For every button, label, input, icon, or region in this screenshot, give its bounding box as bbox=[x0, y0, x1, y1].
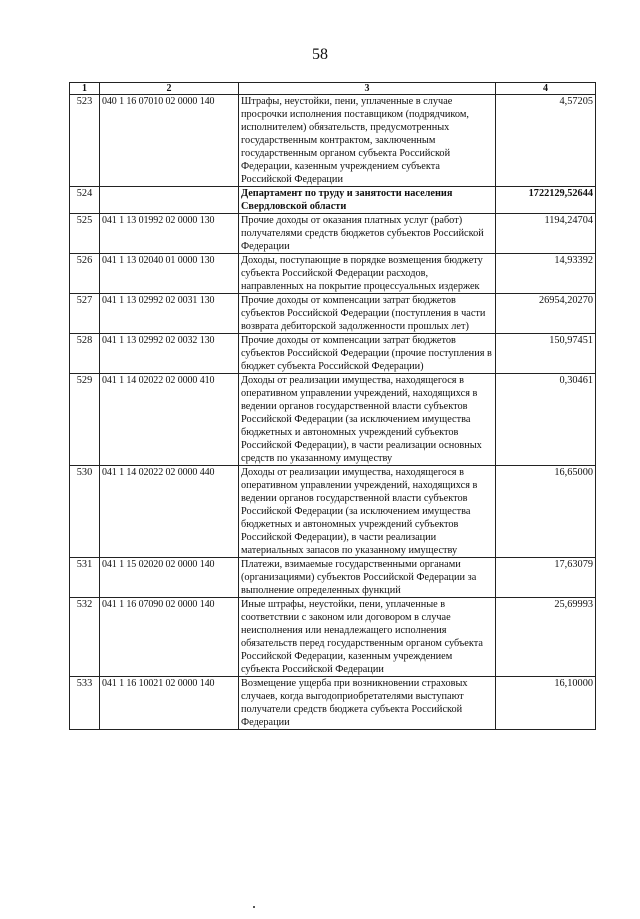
budget-code: 041 1 16 07090 02 0000 140 bbox=[100, 598, 239, 677]
row-number: 523 bbox=[70, 95, 100, 187]
budget-code bbox=[100, 187, 239, 214]
table-row bbox=[70, 558, 596, 598]
row-number: 530 bbox=[70, 466, 100, 558]
table-row bbox=[70, 294, 596, 334]
revenue-amount: 150,97451 bbox=[496, 334, 596, 374]
revenue-description: Доходы от реализации имущества, находящегося в оперативном управлении учреждений, находящихся в ведении органов государственной власти субъектов Российской Федерации (за исключением имущества бюджетных и автономных учреждений субъектов Российской Федерации), в части реализации материальных запасов по указанному имуществу bbox=[239, 466, 496, 558]
budget-code: 041 1 14 02022 02 0000 410 bbox=[100, 374, 239, 466]
row-number: 531 bbox=[70, 558, 100, 598]
revenue-description: Доходы, поступающие в порядке возмещения бюджету субъекта Российской Федерации расходов, направленных на покрытие процессуальных издержек bbox=[239, 254, 496, 294]
table-row bbox=[70, 598, 596, 677]
table-row bbox=[70, 95, 596, 187]
budget-code: 041 1 15 02020 02 0000 140 bbox=[100, 558, 239, 598]
table-header-row bbox=[70, 83, 596, 95]
table-row bbox=[70, 374, 596, 466]
revenue-description: Платежи, взимаемые государственными органами (организациями) субъектов Российской Федерации за выполнение определенных функций bbox=[239, 558, 496, 598]
column-header-code: 2 bbox=[100, 83, 239, 95]
row-number: 524 bbox=[70, 187, 100, 214]
revenue-description: Возмещение ущерба при возникновении страховых случаев, когда выгодоприобретателями выступают получатели средств бюджета субъекта Российской Федерации bbox=[239, 677, 496, 730]
department-total: 1722129,52644 bbox=[496, 187, 596, 214]
revenue-description: Прочие доходы от компенсации затрат бюджетов субъектов Российской Федерации (прочие поступления в бюджет субъекта Российской Федерации) bbox=[239, 334, 496, 374]
table-row bbox=[70, 254, 596, 294]
column-header-number: 1 bbox=[70, 83, 100, 95]
row-number: 526 bbox=[70, 254, 100, 294]
revenue-table bbox=[69, 82, 596, 730]
table-row bbox=[70, 677, 596, 730]
row-number: 533 bbox=[70, 677, 100, 730]
table-row bbox=[70, 334, 596, 374]
department-row bbox=[70, 187, 596, 214]
revenue-amount: 25,69993 bbox=[496, 598, 596, 677]
column-header-amount: 4 bbox=[496, 83, 596, 95]
page-number: 58 bbox=[312, 46, 328, 63]
row-number: 532 bbox=[70, 598, 100, 677]
revenue-amount: 1194,24704 bbox=[496, 214, 596, 254]
row-number: 527 bbox=[70, 294, 100, 334]
revenue-amount: 17,63079 bbox=[496, 558, 596, 598]
revenue-description: Прочие доходы от компенсации затрат бюджетов субъектов Российской Федерации (поступления в части возврата дебиторской задолженности прошлых лет) bbox=[239, 294, 496, 334]
revenue-description: Доходы от реализации имущества, находящегося в оперативном управлении учреждений, находящихся в ведении органов государственной власти субъектов Российской Федерации (за исключением имущества бюджетных и автономных учреждений субъектов Российской Федерации), в части реализации основных средств по указанному имуществу bbox=[239, 374, 496, 466]
revenue-amount: 16,65000 bbox=[496, 466, 596, 558]
revenue-description: Прочие доходы от оказания платных услуг (работ) получателями средств бюджетов субъектов Российской Федерации bbox=[239, 214, 496, 254]
revenue-description: Иные штрафы, неустойки, пени, уплаченные в соответствии с законом или договором в случае неисполнения или ненадлежащего исполнения обязательств перед государственным органом субъекта Российской Федерации, казенным учреждением субъекта Российской Федерации bbox=[239, 598, 496, 677]
table-row bbox=[70, 466, 596, 558]
revenue-description: Штрафы, неустойки, пени, уплаченные в случае просрочки исполнения поставщиком (подрядчиком, исполнителем) обязательств, предусмотренных государственным контрактом, заключенным государственным органом субъекта Российской Федерации, казенным учреждением субъекта Российской Федерации bbox=[239, 95, 496, 187]
revenue-amount: 14,93392 bbox=[496, 254, 596, 294]
row-number: 528 bbox=[70, 334, 100, 374]
revenue-amount: 26954,20270 bbox=[496, 294, 596, 334]
budget-code: 041 1 16 10021 02 0000 140 bbox=[100, 677, 239, 730]
column-header-description: 3 bbox=[239, 83, 496, 95]
revenue-amount: 16,10000 bbox=[496, 677, 596, 730]
budget-code: 041 1 13 02992 02 0031 130 bbox=[100, 294, 239, 334]
revenue-amount: 0,30461 bbox=[496, 374, 596, 466]
budget-code: 041 1 14 02022 02 0000 440 bbox=[100, 466, 239, 558]
row-number: 525 bbox=[70, 214, 100, 254]
scan-dot bbox=[253, 906, 255, 908]
row-number: 529 bbox=[70, 374, 100, 466]
department-name: Департамент по труду и занятости населения Свердловской области bbox=[239, 187, 496, 214]
budget-code: 041 1 13 02992 02 0032 130 bbox=[100, 334, 239, 374]
budget-code: 041 1 13 02040 01 0000 130 bbox=[100, 254, 239, 294]
revenue-amount: 4,57205 bbox=[496, 95, 596, 187]
budget-code: 041 1 13 01992 02 0000 130 bbox=[100, 214, 239, 254]
budget-code: 040 1 16 07010 02 0000 140 bbox=[100, 95, 239, 187]
table-row bbox=[70, 214, 596, 254]
